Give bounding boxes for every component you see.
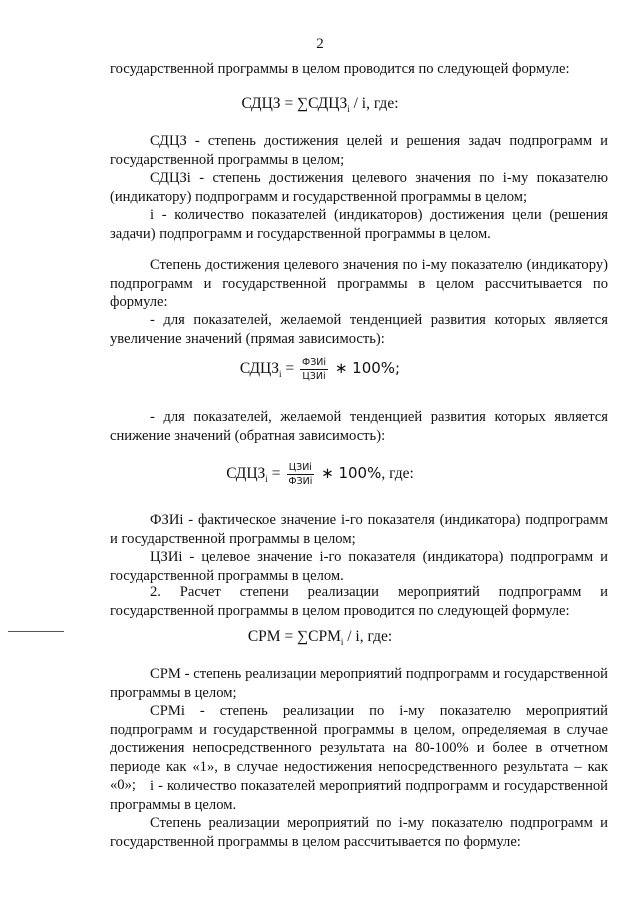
formula-tail-where: , где: (381, 465, 414, 483)
formula-subscript: i (340, 637, 344, 648)
definition-i-count: i - количество показателей (индикаторов) достижения цели (решения задачи) подпрограмм и государственной программы в целом. (110, 207, 608, 242)
fraction (286, 462, 314, 487)
intro-line: государственной программы в целом проводится по следующей формуле: (110, 61, 570, 77)
formula-text: СДЦЗ = ∑СДЦЗ (241, 95, 348, 112)
formula-sdcz-total (0, 95, 640, 114)
formula-subscript: i (265, 474, 268, 485)
formula-tail: / i, где: (343, 628, 393, 645)
fraction (300, 357, 328, 382)
formula-eq: = (281, 360, 299, 378)
section-2-paragraph: 2. Расчет степени реализации мероприятий подпрограмм и государственной программы в целом проводится по следующей формуле: (110, 584, 608, 619)
degree-calculation-paragraph: Степень достижения целевого значения по i-му показателю (индикатору) подпрограмм и государственной программы в целом рассчитывается по формуле: (110, 257, 608, 310)
fraction-denominator: ЦЗИi (302, 371, 326, 382)
formula-tail: ∗ 100%; (330, 359, 401, 378)
definition-srm-i: СРМi - степень реализации по i-му показателю мероприятий подпрограмм и государственной программы в целом, определяемая в случае достижения непосредственного результата на 80-100% и более в отчетном периоде как «1», в случае недостижения непосредственного результата – как «0»; (110, 703, 608, 793)
definition-sdcz-i: СДЦЗi - степень достижения целевого значения по i-му показателю (индикатору) подпрограмм и государственной программы в целом; (110, 170, 608, 205)
formula-srm-total (0, 628, 640, 647)
formula-inverse (0, 462, 640, 487)
formula-direct (0, 357, 640, 382)
formula-tail: / i, где: (349, 95, 399, 112)
definition-srm: СРМ - степень реализации мероприятий подпрограмм и государственной программы в целом; (110, 666, 608, 701)
formula-lhs: СДЦЗ (226, 465, 266, 483)
formula-subscript: i (347, 104, 350, 115)
definition-czi: ЦЗИi - целевое значение i-го показателя (индикатора) подпрограмм и государственной программы в целом. (110, 549, 608, 584)
formula-lhs: СДЦЗ (239, 360, 280, 378)
fraction-numerator: ЦЗИi (288, 462, 312, 473)
formula-text: СРМ = ∑СРМ (247, 628, 341, 645)
definition-i-measures: i - количество показателей мероприятий подпрограмм и государственной программы в целом. (110, 778, 608, 813)
fraction-numerator: ФЗИi (302, 357, 327, 368)
definition-fzi: ФЗИi - фактическое значение i-го показателя (индикатора) подпрограмм и государственной программы в целом; (110, 512, 608, 547)
formula-tail: ∗ 100% (316, 464, 382, 483)
fraction-denominator: ФЗИi (288, 476, 313, 487)
formula-eq: = (267, 465, 285, 483)
formula-subscript: i (279, 369, 282, 380)
page-number: 2 (316, 36, 324, 52)
case-inverse-dependency: - для показателей, желаемой тенденцией развития которых является снижение значений (обратная зависимость): (110, 409, 608, 444)
definition-sdcz: СДЦЗ - степень достижения целей и решения задач подпрограмм и государственной программы в целом; (110, 133, 608, 168)
case-direct-dependency: - для показателей, желаемой тенденцией развития которых является увеличение значений (прямая зависимость): (110, 312, 608, 347)
final-paragraph: Степень реализации мероприятий по i-му показателю подпрограмм и государственной программы в целом рассчитывается по формуле: (110, 815, 608, 850)
